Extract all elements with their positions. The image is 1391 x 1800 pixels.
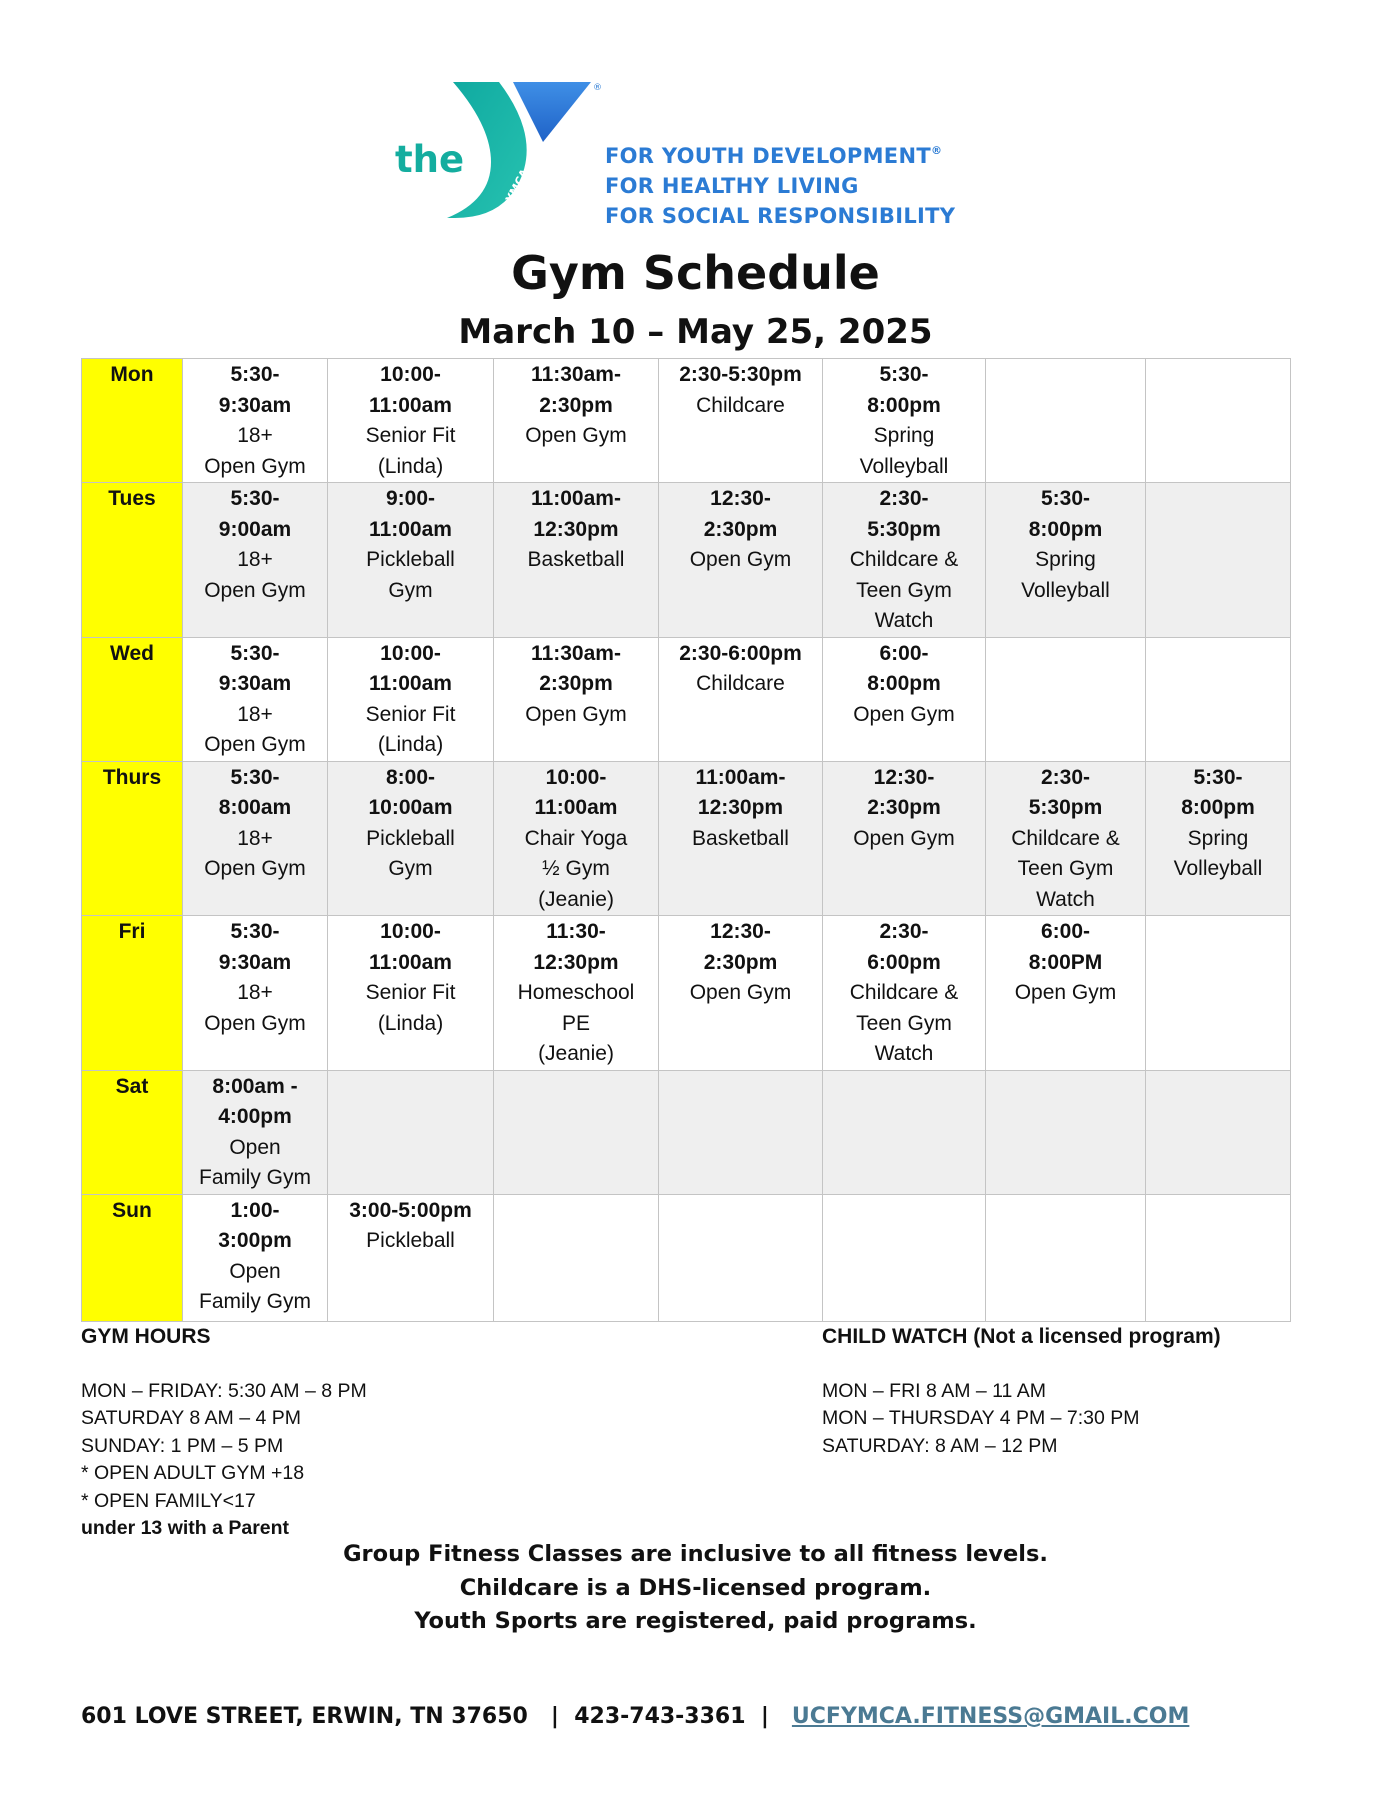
- session-time: 10:00- 11:00am: [369, 641, 452, 695]
- schedule-cell: [328, 359, 494, 483]
- session-time: 10:00- 11:00am: [369, 363, 452, 417]
- session-time: 5:30- 9:30am: [218, 641, 292, 695]
- schedule-row-mon: [82, 359, 1291, 483]
- schedule-cell: [823, 1070, 986, 1194]
- schedule-table: [81, 358, 1291, 1322]
- footer-separator: |: [550, 1704, 559, 1729]
- day-label: Mon: [82, 359, 183, 483]
- session-time: 2:30- 5:30pm: [1028, 765, 1103, 819]
- schedule-cell: [1146, 761, 1291, 916]
- schedule-cell: [494, 1070, 659, 1194]
- schedule-cell: [328, 483, 494, 638]
- day-label: Tues: [82, 483, 183, 638]
- schedule-cell: [823, 637, 986, 761]
- schedule-cell: [823, 483, 986, 638]
- session-time: 2:30-6:00pm: [679, 641, 802, 665]
- schedule-cell: [1146, 1070, 1291, 1194]
- session-activity: Basketball: [527, 548, 625, 571]
- child-watch-heading: CHILD WATCH (Not a licensed program): [822, 1325, 1221, 1348]
- session-activity: Homeschool PE (Jeanie): [517, 981, 635, 1065]
- child-watch-line: MON – FRI 8 AM – 11 AM: [822, 1379, 1046, 1402]
- session-activity: Open Gym: [689, 981, 792, 1004]
- session-activity: Open Gym: [853, 826, 955, 850]
- session-time: 5:30- 8:00pm: [1028, 487, 1103, 541]
- schedule-cell: [986, 359, 1146, 483]
- schedule-cell: [328, 761, 494, 916]
- schedule-row-thu: [82, 761, 1291, 916]
- child-watch-line: MON – THURSDAY 4 PM – 7:30 PM: [822, 1407, 1140, 1429]
- session-time: 11:30- 12:30pm: [533, 920, 619, 974]
- session-activity: 18+ Open Gym: [204, 826, 306, 880]
- session-activity: 18+ Open Gym: [204, 702, 306, 756]
- program-notes: [0, 1538, 1391, 1639]
- schedule-cell: [986, 637, 1146, 761]
- session-activity: 18+ Open Gym: [204, 424, 306, 478]
- gym-hours-parent-note: under 13 with a Parent: [81, 1517, 290, 1539]
- schedule-cell: [659, 637, 823, 761]
- session-activity: Open Gym: [853, 702, 955, 726]
- day-label: Sun: [82, 1194, 183, 1321]
- tagline-healthy: FOR HEALTHY LIVING: [605, 174, 859, 198]
- session-time: 11:00am- 12:30pm: [531, 487, 621, 541]
- gym-hours-line: SATURDAY 8 AM – 4 PM: [81, 1407, 301, 1429]
- session-activity: Childcare: [696, 672, 785, 695]
- session-activity: Childcare & Teen Gym Watch: [849, 981, 959, 1065]
- schedule-cell: [183, 1070, 328, 1194]
- session-activity: Childcare & Teen Gym Watch: [849, 548, 959, 632]
- schedule-cell: [183, 483, 328, 638]
- schedule-row-wed: [82, 637, 1291, 761]
- session-time: 11:00am- 12:30pm: [695, 765, 786, 819]
- date-range: March 10 – May 25, 2025: [458, 312, 933, 352]
- schedule-row-sun: [82, 1194, 1291, 1321]
- session-time: 10:00- 11:00am: [369, 920, 452, 974]
- schedule-cell: [328, 637, 494, 761]
- child-watch-line: SATURDAY: 8 AM – 12 PM: [822, 1434, 1058, 1457]
- schedule-cell: [659, 916, 823, 1071]
- session-activity: Senior Fit (Linda): [365, 981, 456, 1035]
- session-activity: Childcare & Teen Gym Watch: [1011, 826, 1120, 911]
- day-label: Wed: [82, 637, 183, 761]
- page-title: Gym Schedule: [511, 246, 880, 300]
- schedule-cell: [494, 637, 659, 761]
- session-time: 10:00- 11:00am: [534, 765, 618, 819]
- schedule-cell: [183, 916, 328, 1071]
- session-time: 9:00- 11:00am: [369, 487, 452, 541]
- schedule-cell: [494, 359, 659, 483]
- session-time: 2:30- 5:30pm: [867, 487, 941, 541]
- schedule-cell: [183, 359, 328, 483]
- schedule-cell: [659, 483, 823, 638]
- phone-number: 423-743-3361: [574, 1704, 746, 1729]
- day-label: Sat: [82, 1070, 183, 1194]
- session-activity: Senior Fit (Linda): [365, 424, 456, 478]
- schedule-cell: [986, 916, 1146, 1071]
- session-activity: Open Gym: [1014, 981, 1117, 1004]
- tagline-youth: FOR YOUTH DEVELOPMENT®: [605, 144, 943, 168]
- session-time: 12:30- 2:30pm: [867, 765, 941, 819]
- logo-taglines: [605, 136, 955, 231]
- note-line: Childcare is a DHS-licensed program.: [459, 1574, 932, 1601]
- schedule-cell: [823, 761, 986, 916]
- session-activity: Spring Volleyball: [1173, 826, 1263, 880]
- gym-hours: [81, 1323, 367, 1543]
- session-activity: Basketball: [692, 826, 789, 850]
- session-time: 12:30- 2:30pm: [703, 920, 778, 974]
- note-line: Youth Sports are registered, paid programs.: [414, 1608, 977, 1634]
- schedule-cell: [183, 761, 328, 916]
- session-time: 1:00- 3:00pm: [218, 1198, 292, 1252]
- schedule-row-fri: [82, 916, 1291, 1071]
- schedule-cell: [1146, 359, 1291, 483]
- email-link[interactable]: UCFYMCA.FITNESS@GMAIL.COM: [791, 1704, 1190, 1729]
- gym-hours-line: * OPEN FAMILY<17: [81, 1489, 256, 1512]
- session-activity: Chair Yoga ½ Gym (Jeanie): [524, 826, 628, 911]
- session-activity: Open Family Gym: [199, 1135, 311, 1189]
- schedule-cell: [1146, 637, 1291, 761]
- svg-text:YMCA: YMCA: [503, 166, 532, 205]
- session-activity: Pickleball: [366, 1229, 455, 1252]
- schedule-row-sat: [82, 1070, 1291, 1194]
- session-time: 5:30- 9:30am: [218, 363, 292, 417]
- session-time: 6:00- 8:00PM: [1028, 920, 1103, 974]
- svg-text:the: the: [395, 138, 465, 181]
- svg-text:®: ®: [593, 83, 602, 93]
- session-time: 8:00- 10:00am: [368, 765, 453, 819]
- session-activity: Spring Volleyball: [859, 424, 949, 478]
- session-activity: Senior Fit (Linda): [365, 702, 456, 756]
- session-time: 11:30am- 2:30pm: [531, 641, 621, 695]
- schedule-cell: [659, 761, 823, 916]
- session-activity: Pickleball Gym: [366, 826, 455, 880]
- schedule-cell: [328, 1194, 494, 1321]
- session-activity: 18+ Open Gym: [204, 981, 306, 1035]
- ymca-logo: [395, 78, 1015, 228]
- schedule-cell: [183, 1194, 328, 1321]
- schedule-cell: [823, 916, 986, 1071]
- address: 601 LOVE STREET, ERWIN, TN 37650: [81, 1704, 528, 1729]
- schedule-cell: [659, 359, 823, 483]
- session-activity: Open Gym: [525, 424, 627, 447]
- session-activity: Pickleball Gym: [366, 548, 455, 602]
- schedule-cell: [1146, 1194, 1291, 1321]
- schedule-cell: [823, 359, 986, 483]
- session-time: 8:00am - 4:00pm: [212, 1074, 298, 1128]
- note-line: Group Fitness Classes are inclusive to all fitness levels.: [343, 1541, 1048, 1567]
- session-time: 5:30- 9:30am: [218, 920, 292, 974]
- day-label: Thurs: [82, 761, 183, 916]
- schedule-row-tue: [82, 483, 1291, 638]
- session-time: 5:30- 8:00am: [218, 765, 292, 819]
- footer-separator: |: [760, 1704, 769, 1729]
- schedule-cell: [328, 916, 494, 1071]
- session-activity: Open Family Gym: [199, 1259, 311, 1313]
- schedule-cell: [1146, 483, 1291, 638]
- session-time: 6:00- 8:00pm: [867, 641, 941, 695]
- schedule-cell: [494, 1194, 659, 1321]
- session-activity: Spring Volleyball: [1021, 548, 1110, 602]
- schedule-cell: [183, 637, 328, 761]
- session-activity: Open Gym: [525, 702, 627, 726]
- gym-hours-line: SUNDAY: 1 PM – 5 PM: [81, 1434, 284, 1457]
- session-time: 3:00-5:00pm: [349, 1198, 472, 1222]
- session-time: 5:30- 8:00pm: [867, 363, 941, 417]
- schedule-cell: [986, 761, 1146, 916]
- tagline-social: FOR SOCIAL RESPONSIBILITY: [605, 204, 956, 228]
- gym-hours-line: MON – FRIDAY: 5:30 AM – 8 PM: [81, 1379, 367, 1402]
- schedule-cell: [494, 483, 659, 638]
- day-label: Fri: [82, 916, 183, 1071]
- child-watch: [822, 1323, 1221, 1460]
- schedule-cell: [328, 1070, 494, 1194]
- session-activity: 18+ Open Gym: [204, 548, 306, 602]
- schedule-cell: [986, 1070, 1146, 1194]
- session-activity: Open Gym: [689, 548, 792, 571]
- session-time: 2:30-5:30pm: [679, 363, 802, 386]
- schedule-cell: [659, 1194, 823, 1321]
- session-time: 11:30am- 2:30pm: [531, 363, 621, 417]
- schedule-cell: [823, 1194, 986, 1321]
- schedule-cell: [494, 761, 659, 916]
- session-time: 2:30- 6:00pm: [867, 920, 941, 974]
- gym-hours-heading: GYM HOURS: [81, 1325, 211, 1348]
- contact-footer: [81, 1704, 1189, 1729]
- schedule-cell: [986, 483, 1146, 638]
- gym-hours-line: * OPEN ADULT GYM +18: [81, 1462, 305, 1484]
- schedule-cell: [494, 916, 659, 1071]
- schedule-cell: [986, 1194, 1146, 1321]
- session-time: 5:30- 8:00pm: [1181, 765, 1255, 819]
- session-time: 12:30- 2:30pm: [703, 487, 778, 541]
- session-time: 5:30- 9:00am: [218, 487, 292, 541]
- session-activity: Childcare: [696, 393, 785, 417]
- schedule-cell: [659, 1070, 823, 1194]
- ymca-y-mark: [395, 78, 605, 228]
- schedule-cell: [1146, 916, 1291, 1071]
